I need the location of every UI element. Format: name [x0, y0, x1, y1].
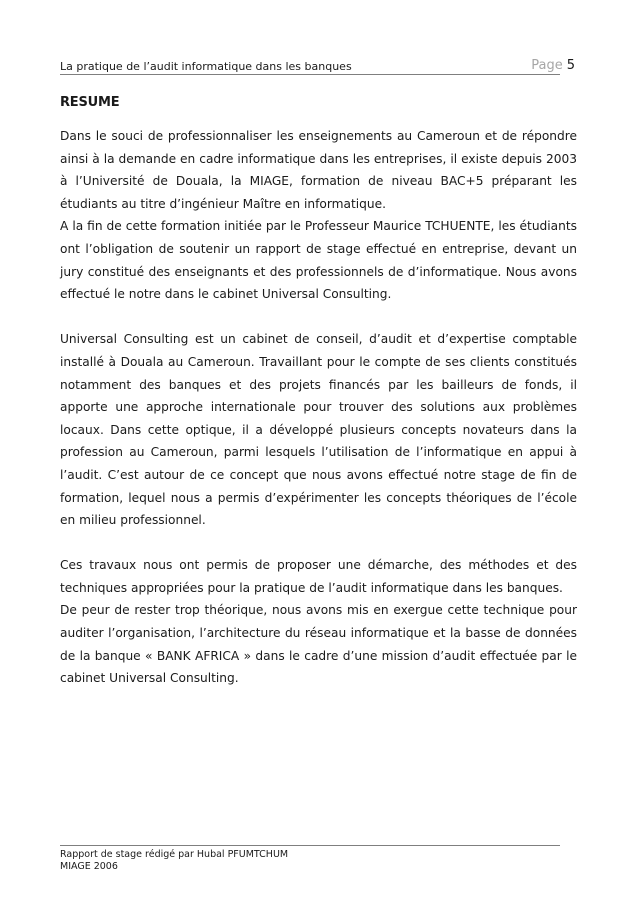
page-number: 5 — [566, 58, 575, 73]
paragraph-company: Universal Consulting est un cabinet de conseil, d’audit et d’expertise comptable installé à Douala au Cameroun. Travaillant pour le compte de ses clients constitués notamment des banques et des projets financés par les bailleurs de fonds, il apporte une approche internationale pour trouver des solutions aux problèmes locaux. Dans cette optique, il a développé plusieurs concepts novateurs dans la profession au Cameroun, parmi lesquels l’utilisation de l’informatique en appui à l’audit. C’est autour de ce concept que nous avons effectué notre stage de fin de formation, lequel nous a permis d’expérimenter les concepts théoriques de l’école en milieu professionnel. — [60, 332, 577, 528]
paragraph-intro: Dans le souci de professionnaliser les enseignements au Cameroun et de répondre ainsi à la demande en cadre informatique dans les entreprises, il existe depuis 2003 à l’Université de Douala, la MIAGE, formation de niveau BAC+5 préparant les étudiants au titre d’ingénieur Maître en informatique. — [60, 129, 577, 211]
section-heading: RESUME — [60, 95, 120, 110]
header-divider — [60, 74, 560, 75]
paragraph-work: Ces travaux nous ont permis de proposer une démarche, des méthodes et des techniques appropriées pour la pratique de l’audit informatique dans les banques. — [60, 558, 577, 595]
document-body — [60, 125, 577, 690]
paragraph-spacer — [60, 532, 577, 555]
paragraph-spacer — [60, 306, 577, 329]
footer-divider — [60, 845, 560, 846]
header-title: La pratique de l’audit informatique dans les banques — [60, 60, 352, 73]
page-header — [60, 60, 575, 76]
paragraph-scope: De peur de rester trop théorique, nous avons mis en exergue cette technique pour auditer l’organisation, l’architecture du réseau informatique et la basse de données de la banque « BANK AFRICA » dans le cadre d’une mission d’audit effectuée par le cabinet Universal Consulting. — [60, 603, 577, 686]
page-footer — [60, 845, 560, 873]
paragraph-internship: A la fin de cette formation initiée par le Professeur Maurice TCHUENTE, les étudiants ont l’obligation de soutenir un rapport de stage effectué en entreprise, devant un jury constitué des enseignants et des professionnels de d’informatique. Nous avons effectué le notre dans le cabinet Universal Consulting. — [60, 219, 577, 302]
footer-author: Rapport de stage rédigé par Hubal PFUMTCHUM — [60, 849, 289, 860]
page-indicator — [531, 58, 575, 74]
page-label: Page — [531, 58, 563, 73]
footer-program: MIAGE 2006 — [60, 861, 118, 872]
